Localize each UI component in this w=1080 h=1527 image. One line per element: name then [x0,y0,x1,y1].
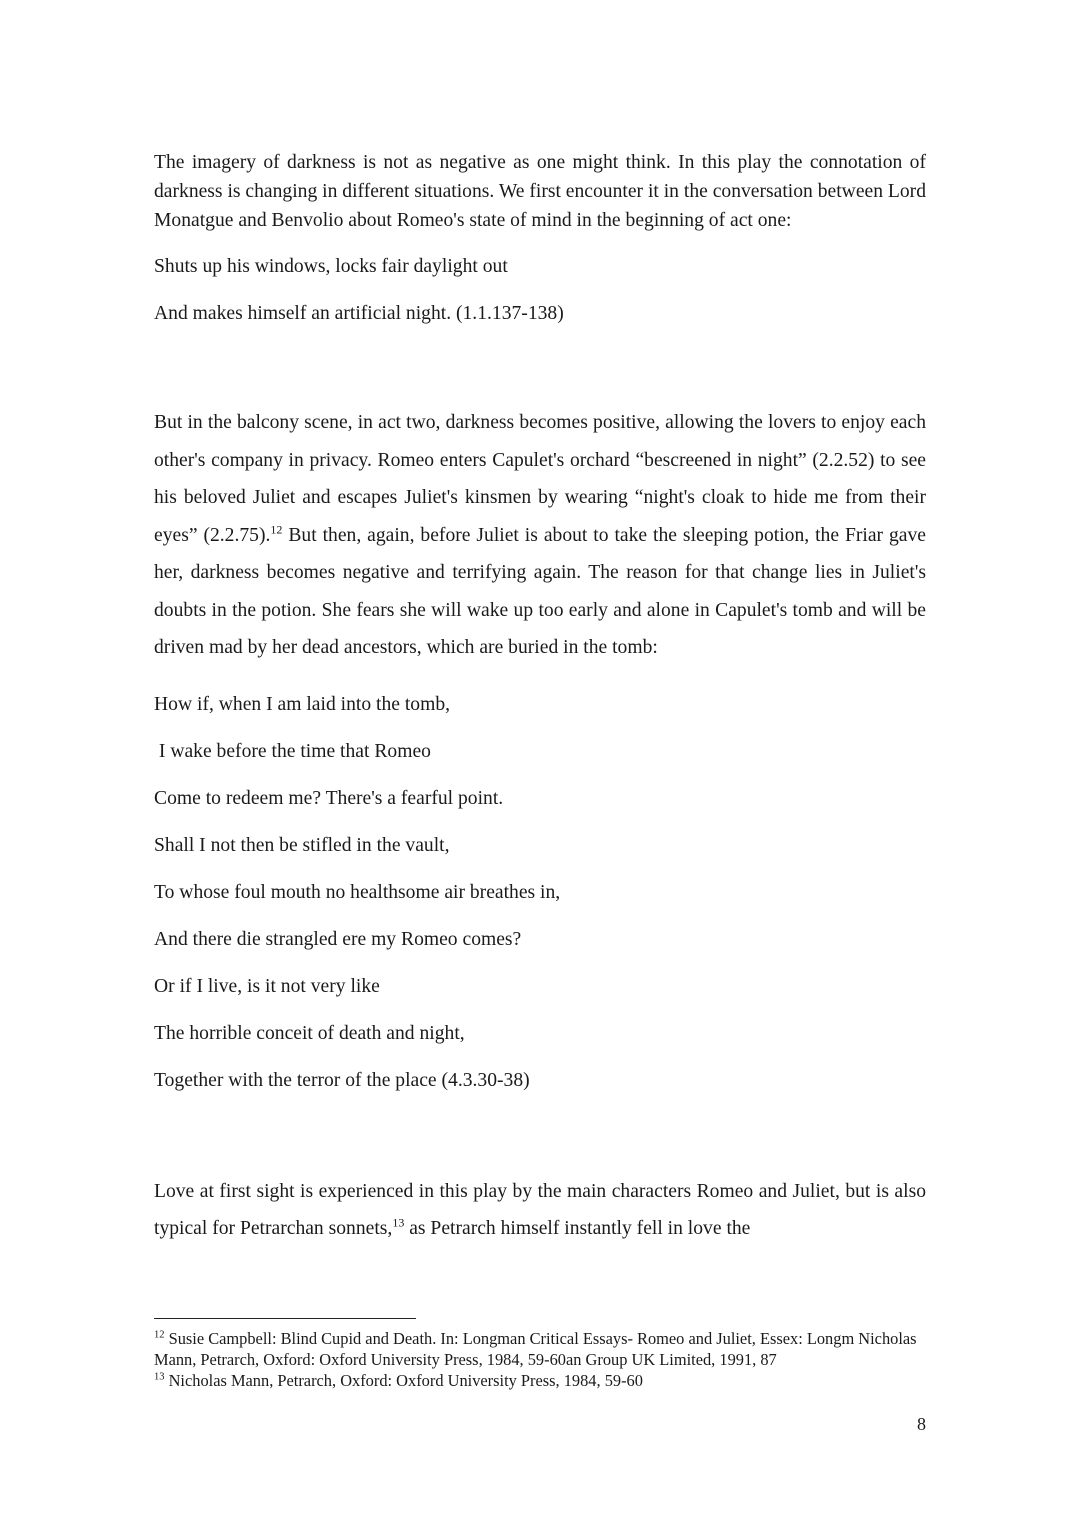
verse-line: And makes himself an artificial night. (1.1.137-138) [154,303,564,324]
page-body [154,148,926,1248]
body-paragraph [154,404,926,667]
quote-block [154,690,926,1095]
footnote-number: 13 [154,1371,165,1383]
verse-line: And there die strangled ere my Romeo comes? [154,928,522,950]
footnote-text: Susie Campbell: Blind Cupid and Death. In: Longman Critical Essays- Romeo and Juliet, Essex: Longm Nicholas Mann, Petrarch, Oxford: Oxford University Press, 1984, 59-60an Group UK Limited, 1991, 87 [154,1329,917,1369]
paragraph-text: Love at first sight is experienced in this play by the main characters Romeo and Juliet, but is also typical for Petrarchan sonnets, [154,1180,926,1239]
body-paragraph [154,1173,926,1248]
footnote-number: 12 [154,1329,165,1341]
verse-line: The horrible conceit of death and night, [154,1022,465,1044]
footnote-divider [154,1318,416,1319]
verse-line: I wake before the time that Romeo [154,740,431,762]
verse-line: Together with the terror of the place (4.3.30-38) [154,1069,530,1091]
footnote [154,1328,926,1370]
verse-line: To whose foul mouth no healthsome air breathes in, [154,881,561,903]
paragraph-text: But in the balcony scene, in act two, darkness becomes positive, allowing the lovers to enjoy each other's company in privacy. Romeo enters Capulet's orchard “bescreened in night” (2.2.52) to see his beloved Juliet and escapes Juliet's kinsmen by wearing “night's cloak to hide me from their eyes” (2.2.75). [154,412,926,546]
verse-line: How if, when I am laid into the tomb, [154,693,451,715]
body-paragraph: The imagery of darkness is not as negative as one might think. In this play the connotation of darkness is changing in different situations. We first encounter it in the conversation between Lord Monatgue and Benvolio about Romeo's state of mind in the beginning of act one: [154,152,926,231]
footnote-text: Nicholas Mann, Petrarch, Oxford: Oxford University Press, 1984, 59-60 [164,1371,643,1390]
verse-line: Shuts up his windows, locks fair daylight out [154,256,508,277]
footnote-ref[interactable]: 13 [392,1215,405,1230]
footnote [154,1370,926,1391]
verse-line: Come to redeem me? There's a fearful point. [154,787,504,809]
paragraph-text: But then, again, before Juliet is about to take the sleeping potion, the Friar gave her, darkness becomes negative and terrifying again. The reason for that change lies in Juliet's doubts in the potion. She fears she will wake up too early and alone in Capulet's tomb and will be driven mad by her dead ancestors, which are buried in the tomb: [154,524,926,658]
verse-line: Or if I live, is it not very like [154,975,380,997]
footnotes [154,1328,926,1391]
verse-line: Shall I not then be stifled in the vault, [154,834,450,856]
paragraph-text: as Petrarch himself instantly fell in love the [404,1218,751,1239]
quote-block [154,252,926,328]
page-number: 8 [917,1414,926,1434]
footnote-ref[interactable]: 12 [270,521,283,536]
